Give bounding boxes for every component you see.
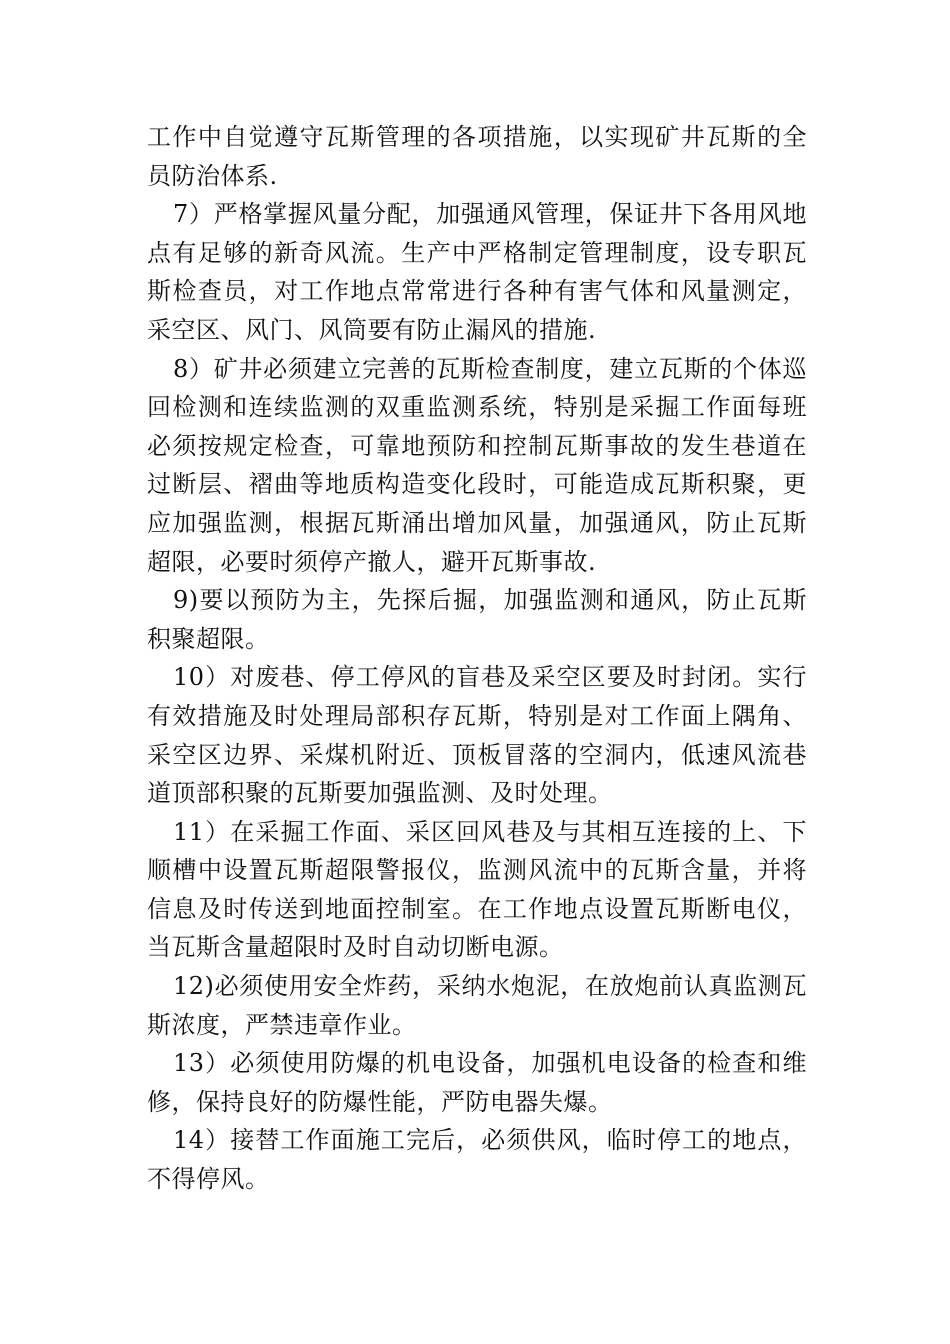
paragraph-item-9: 9)要以预防为主，先探后掘，加强监测和通风，防止瓦斯积聚超限。 <box>147 586 807 653</box>
paragraph-item-14: 14）接替工作面施工完后，必须供风，临时停工的地点，不得停风。 <box>147 1126 807 1194</box>
paragraph-continuation: 工作中自觉遵守瓦斯管理的各项措施，以实现矿井瓦斯的全员防治体系. <box>147 123 807 190</box>
paragraph-item-11: 11）在采掘工作面、采区回风巷及与其相互连接的上、下顺槽中设置瓦斯超限警报仪，监测风流中的瓦斯含量，并将信息及时传送到地面控制室。在工作地点设置瓦斯断电仪，当瓦斯含量超限时及时自动切断电源。 <box>147 817 807 962</box>
paragraph-item-8: 8）矿井必须建立完善的瓦斯检查制度，建立瓦斯的个体巡回检测和连续监测的双重监测系统，特别是采掘工作面每班必须按规定检查，可靠地预防和控制瓦斯事故的发生巷道在过断层、褶曲等地质构造变化段时，可能造成瓦斯积聚，更应加强监测，根据瓦斯涌出增加风量，加强通风，防止瓦斯超限，必要时须停产撤人，避开瓦斯事故. <box>147 354 807 576</box>
document-body <box>147 118 807 1199</box>
paragraph-item-7: 7）严格掌握风量分配，加强通风管理，保证井下各用风地点有足够的新奇风流。生产中严格制定管理制度，设专职瓦斯检查员，对工作地点常常进行各种有害气体和风量测定，采空区、风门、风筒要有防止漏风的措施. <box>147 200 807 344</box>
paragraph-item-10: 10）对废巷、停工停风的盲巷及采空区要及时封闭。实行有效措施及时处理局部积存瓦斯，特别是对工作面上隅角、采空区边界、采煤机附近、顶板冒落的空洞内，低速风流巷道顶部积聚的瓦斯要加强监测、及时处理。 <box>147 663 807 808</box>
paragraph-item-12: 12)必须使用安全炸药，采纳水炮泥，在放炮前认真监测瓦斯浓度，严禁违章作业。 <box>147 972 807 1039</box>
paragraph-item-13: 13）必须使用防爆的机电设备，加强机电设备的检查和维修，保持良好的防爆性能，严防电器失爆。 <box>147 1049 807 1116</box>
